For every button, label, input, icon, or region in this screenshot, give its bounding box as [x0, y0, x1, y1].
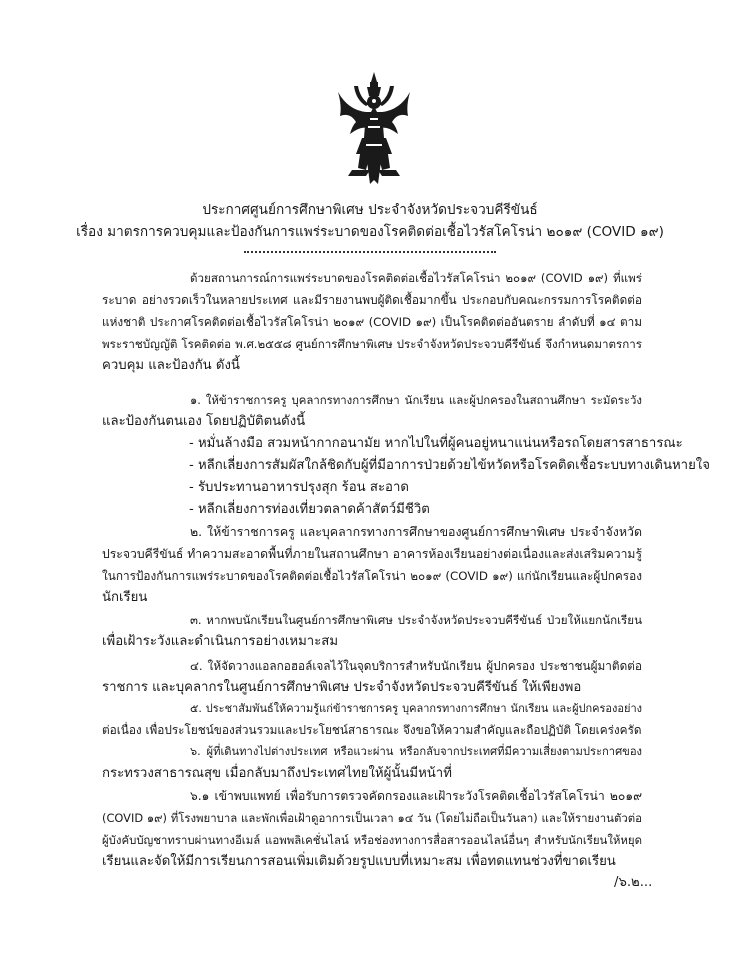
measure-item-6-1-cont: (COVID ๑๙) ที่โรงพยาบาล และพักเพื่อเฝ้าดูอาการเป็นเวลา ๑๔ วัน (โดยไม่ถือเป็นวันลา) และให้รายงานตัวต่อ	[102, 811, 642, 825]
measure-item-6-1: ๖.๑ เข้าพบแพทย์ เพื่อรับการตรวจคัดกรองและเฝ้าระวังโรคติดเชื้อไวรัสโคโรน่า ๒๐๑๙	[190, 789, 642, 803]
measure-item-2-cont: ในการป้องกันการแพร่ระบาดของโรคติดต่อเชื้อไวรัสโคโรน่า ๒๐๑๙ (COVID ๑๙) แก่นักเรียนและผู้ปกครอง	[102, 569, 642, 583]
measure-item-2-cont: ประจวบคีรีขันธ์ ทำความสะอาดพื้นที่ภายในสถานศึกษา อาคารห้องเรียนอย่างต่อเนื่องและส่งเสริมความรู้	[102, 547, 642, 561]
paragraph-line: ด้วยสถานการณ์การแพร่ระบาดของโรคติดต่อเชื้อไวรัสโคโรน่า ๒๐๑๙ (COVID ๑๙) ที่แพร่	[190, 271, 642, 285]
measure-item-6: ๖. ผู้ที่เดินทางไปต่างประเทศ หรือแวะผ่าน หรือกลับจากประเทศที่มีความเสี่ยงตามประกาศของ	[190, 745, 642, 758]
dotted-separator	[244, 251, 496, 253]
paragraph-line: พระราชบัญญัติ โรคติดต่อ พ.ศ.๒๕๕๘ ศูนย์การศึกษาพิเศษ ประจำจังหวัดประจวบคีรีขันธ์ จึงกำหนดมาตรการ	[102, 337, 642, 351]
measure-item-1: ๑. ให้ข้าราชการครู บุคลากรทางการศึกษา นักเรียน และผู้ปกครองในสถานศึกษา ระมัดระวัง	[190, 393, 642, 407]
measure-item-2-cont: นักเรียน	[102, 590, 148, 605]
next-page-marker: /๖.๒...	[614, 875, 653, 890]
bullet-item: - หลีกเลี่ยงการท่องเที่ยวตลาดค้าสัตว์มีชีวิต	[189, 502, 430, 517]
measure-item-4: ๔. ให้จัดวางแอลกอฮอล์เจลไว้ในจุดบริการสำหรับนักเรียน ผู้ปกครอง ประชาชนผู้มาติดต่อ	[190, 659, 642, 673]
garuda-emblem-icon	[336, 72, 412, 186]
announcement-subject: เรื่อง มาตรการควบคุมและป้องกันการแพร่ระบาดของโรคติดต่อเชื้อไวรัสโคโรน่า ๒๐๑๙ (COVID ๑๙)	[76, 224, 664, 240]
measure-item-5-cont: ต่อเนื่อง เพื่อประโยชน์ของส่วนรวมและประโยชน์สาธารณะ จึงขอให้ความสำคัญและถือปฏิบัติ โดยเคร่งครัด	[102, 723, 642, 737]
paragraph-line: ควบคุม และป้องกัน ดังนี้	[102, 358, 240, 373]
paragraph-line: ระบาด อย่างรวดเร็วในหลายประเทศ และมีรายงานพบผู้ติดเชื้อมากขึ้น ประกอบกับคณะกรรมการโรคติดต่อ	[102, 293, 642, 307]
measure-item-6-cont: กระทรวงสาธารณสุข เมื่อกลับมาถึงประเทศไทยให้ผู้นั้นมีหน้าที่	[102, 766, 452, 781]
measure-item-5: ๕. ประชาสัมพันธ์ให้ความรู้แก่ข้าราชการครู บุคลากรทางการศึกษา นักเรียน และผู้ปกครองอย่าง	[190, 702, 642, 715]
bullet-item: - รับประทานอาหารปรุงสุก ร้อน สะอาด	[189, 480, 409, 495]
measure-item-4-cont: ราชการ และบุคลากรในศูนย์การศึกษาพิเศษ ประจำจังหวัดประจวบคีรีขันธ์ ให้เพียงพอ	[102, 680, 582, 695]
announcement-title: ประกาศศูนย์การศึกษาพิเศษ ประจำจังหวัดประจวบคีรีขันธ์	[202, 202, 538, 218]
measure-item-3-cont: เพื่อเฝ้าระวังและดำเนินการอย่างเหมาะสม	[102, 634, 339, 649]
paragraph-line: แห่งชาติ ประกาศโรคติดต่อเชื้อไวรัสโคโรน่า ๒๐๑๙ (COVID ๑๙) เป็นโรคติดต่ออันตราย ลำดับที่ ๑๔ ตาม	[102, 315, 643, 329]
measure-item-3: ๓. หากพบนักเรียนในศูนย์การศึกษาพิเศษ ประจำจังหวัดประจวบคีรีขันธ์ ป่วยให้แยกนักเรียน	[190, 613, 642, 627]
bullet-item: - หมั่นล้างมือ สวมหน้ากากอนามัย หากไปในที่ผู้คนอยู่หนาแน่นหรือรถโดยสารสาธารณะ	[189, 436, 683, 451]
measure-item-6-1-cont: ผู้บังคับบัญชาทราบผ่านทางอีเมล์ แอพพลิเคชั่นไลน์ หรือช่องทางการสื่อสารออนไลน์อื่นๆ สำหรับนักเรียนให้หยุด	[102, 833, 642, 847]
measure-item-1-cont: และป้องกันตนเอง โดยปฏิบัติตนดังนี้	[102, 414, 306, 429]
bullet-item: - หลีกเลี่ยงการสัมผัสใกล้ชิดกับผู้ที่มีอาการป่วยด้วยไข้หวัดหรือโรคติดเชื้อระบบทางเดินหายใจ	[189, 458, 710, 473]
measure-item-2: ๒. ให้ข้าราชการครู และบุคลากรทางการศึกษาของศูนย์การศึกษาพิเศษ ประจำจังหวัด	[190, 524, 642, 539]
measure-item-6-1-cont: เรียนและจัดให้มีการเรียนการสอนเพิ่มเติมด้วยรูปแบบที่เหมาะสม เพื่อทดแทนช่วงที่ขาดเรียน	[102, 854, 616, 869]
